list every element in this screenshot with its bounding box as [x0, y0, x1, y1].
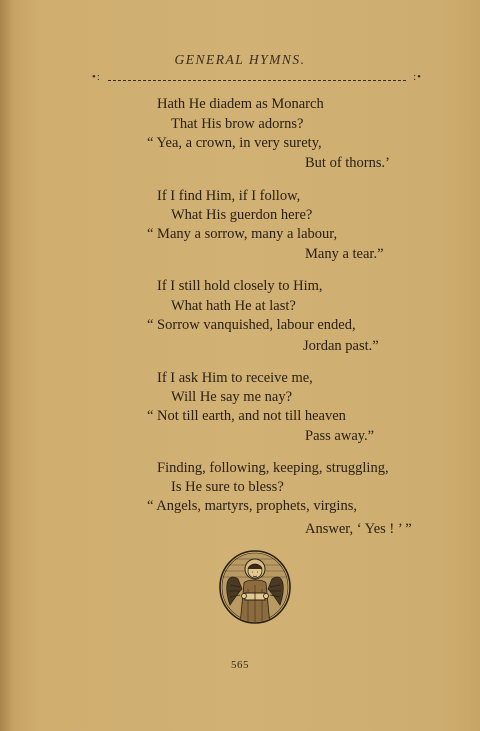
rule-line [108, 80, 406, 81]
stanza-1-line-2: That His brow adorns? [171, 116, 304, 132]
stanza-5-line-1: Finding, following, keeping, struggling, [157, 460, 389, 476]
page-number: 565 [231, 659, 249, 671]
stanza-4-line-4: Pass away.” [305, 428, 375, 444]
stanza-4-line-1: If I ask Him to receive me, [157, 370, 313, 386]
stanza-2-line-4: Many a tear.” [305, 246, 384, 262]
header-rule [92, 71, 422, 86]
stanza-1-line-4: But of thorns.’ [305, 155, 390, 171]
stanza-2-line-3: “ Many a sorrow, many a labour, [147, 226, 338, 242]
stanza-5-line-2: Is He sure to bless? [171, 479, 284, 495]
rule-ornament-right: :• [413, 71, 422, 83]
stanza-3-line-4: Jordan past.” [303, 338, 379, 354]
stanza-4-line-2: Will He say me nay? [171, 389, 293, 405]
stanza-3-line-2: What hath He at last? [171, 298, 296, 314]
stanza-5-line-3: “ Angels, martyrs, prophets, virgins, [147, 498, 357, 514]
stanza-3-line-1: If I still hold closely to Him, [157, 278, 323, 294]
stanza-1-line-3: “ Yea, a crown, in very surety, [147, 135, 322, 151]
stanza-4-line-3: “ Not till earth, and not till heaven [147, 408, 346, 424]
angel-vignette-icon [218, 549, 292, 625]
stanza-5-line-4: Answer, ‘ Yes ! ’ ” [305, 521, 412, 537]
stanza-2-line-2: What His guerdon here? [171, 207, 313, 223]
running-title: GENERAL HYMNS. [174, 52, 306, 67]
rule-ornament-left: •: [92, 71, 101, 83]
stanza-3-line-3: “ Sorrow vanquished, labour ended, [147, 317, 356, 333]
stanza-2-line-1: If I find Him, if I follow, [157, 188, 301, 204]
stanza-1-line-1: Hath He diadem as Monarch [157, 96, 324, 112]
